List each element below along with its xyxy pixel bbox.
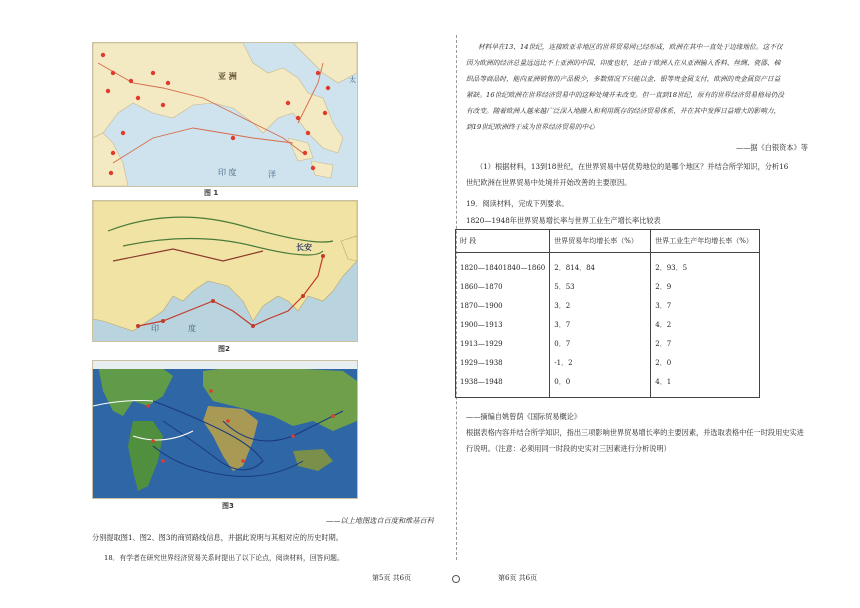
figure-1-caption: 图 1 — [204, 189, 219, 197]
material-line-5: 有改变。随着欧洲人越来越广泛深入地融入和利用既存的经济贸易体系，并在其中发挥日益增大的影响力， — [466, 107, 781, 115]
left-question-text: 分别提取图1、图2、图3的商贸路线信息，并据此说明与其相对应的历史时期。 — [92, 533, 343, 542]
period-cell: 1820—18401840—1860 — [460, 264, 546, 272]
trade-cell: 5．53 — [554, 283, 575, 291]
map-label-tai: 太 — [349, 76, 356, 84]
question-2-line-1: 根据表格内容并结合所学知识，指出三项影响世界贸易增长率的主要因素，并选取表格中任一时段用史实进 — [466, 428, 804, 437]
trade-cell: 3．7 — [554, 321, 571, 329]
map-label-ocean: 洋 — [268, 170, 276, 179]
material-source: ——据《白银资本》等 — [736, 143, 808, 152]
map-label-yin: 印 — [151, 324, 159, 333]
period-cell: 1870—1900 — [460, 302, 503, 310]
map-label-du: 度 — [188, 324, 196, 333]
material-line-4: 紧缺。16世纪欧洲在世界经济贸易中的这种处境并未改变。但一直到18世纪，原有的世界经济贸易格局仍没 — [466, 91, 784, 99]
table-body-row — [456, 253, 760, 398]
table-header-row — [456, 230, 760, 253]
figure-2-caption: 图2 — [218, 345, 230, 353]
left-source-note: ——以上地图选自百度和维基百科 — [326, 516, 434, 525]
table-header-industry: 世界工业生产年均增长率（%） — [651, 230, 760, 253]
trade-cell: 0．0 — [554, 378, 571, 386]
period-cell: 1938—1948 — [460, 378, 503, 386]
material-line-2: 因为欧洲的经济总量远远比不上亚洲的中国、印度也好，还由于欧洲人在从亚洲输入香料、丝绸、瓷器、棉 — [466, 59, 781, 67]
table-header-trade: 世界贸易年均增长率（%） — [550, 230, 651, 253]
figure-1-map — [92, 42, 358, 187]
table-source: ——摘编自姚曾荫《国际贸易概论》 — [466, 412, 582, 421]
period-cell: 1913—1929 — [460, 340, 503, 348]
table-col-trade — [550, 253, 651, 398]
footer-circle-icon — [452, 575, 460, 583]
question-18: 18．有学者在研究世界经济贸易关系时提出了以下论点，阅读材料，回答问题。 — [104, 554, 344, 562]
footer-page-right: 第6页 共6页 — [498, 574, 538, 582]
industry-cell: 2．9 — [655, 283, 672, 291]
figure-3-map — [92, 360, 358, 499]
footer-page-left: 第5页 共6页 — [372, 574, 412, 582]
table-col-periods — [456, 253, 550, 398]
material-paragraph — [466, 39, 836, 135]
question-1-line-2: 世纪欧洲在世界贸易中处境并开始改善的主要原因。 — [466, 178, 632, 187]
figure-2-map — [92, 200, 358, 342]
question-1-text — [466, 159, 842, 191]
period-cell: 1900—1913 — [460, 321, 503, 329]
material-line-3: 织品等商品时，能向亚洲销售的产品极少，多数情况下只能以金、银等贵金属支付，欧洲的贵金属资产日益 — [466, 75, 781, 83]
period-cell: 1929—1938 — [460, 359, 503, 367]
question-1-line-1: （1）根据材料，13到18世纪，在世界贸易中居优势地位的是哪个地区？并结合所学知识，分析16 — [476, 162, 789, 171]
figure-3-caption: 图3 — [222, 502, 234, 510]
period-cell: 1860—1870 — [460, 283, 503, 291]
trade-growth-table — [455, 229, 760, 398]
industry-cell: 3．7 — [655, 302, 672, 310]
trade-cell: 0．7 — [554, 340, 571, 348]
question-19: 19．阅读材料，完成下列要求。 — [466, 199, 569, 208]
industry-cell: 4．1 — [655, 378, 672, 386]
figure-3-map-graphic — [93, 361, 357, 498]
industry-cell: 4．2 — [655, 321, 672, 329]
table-title: 1820—1948年世界贸易增长率与世界工业生产增长率比较表 — [466, 216, 661, 225]
question-2-line-2: 行说明。（注意：必须用同一时段的史实对三因素进行分析说明） — [466, 444, 671, 453]
trade-cell: 2．814．84 — [554, 264, 595, 272]
industry-cell: 2．0 — [655, 359, 672, 367]
figure-2-map-graphic — [93, 201, 357, 341]
trade-cell: -1．2 — [554, 359, 573, 367]
table-header-period: 时 段 — [456, 230, 550, 253]
map-label-india: 印 度 — [218, 168, 237, 177]
table-col-industry — [651, 253, 760, 398]
map-label-changan: 长安 — [296, 243, 312, 252]
trade-cell: 3．2 — [554, 302, 571, 310]
map-label-asia: 亚 洲 — [218, 72, 237, 81]
industry-cell: 2．7 — [655, 340, 672, 348]
question-2-text — [466, 425, 842, 457]
industry-cell: 2．93．5 — [655, 264, 688, 272]
figure-1-map-graphic — [93, 43, 357, 186]
material-line-6: 到19世纪欧洲终于成为世界经济贸易的中心 — [466, 123, 595, 131]
material-line-1: 材料早在13、14世纪，连接欧亚非地区的世界贸易网已经形成，欧洲在其中一直处于边缘地位。这不仅 — [478, 43, 783, 51]
